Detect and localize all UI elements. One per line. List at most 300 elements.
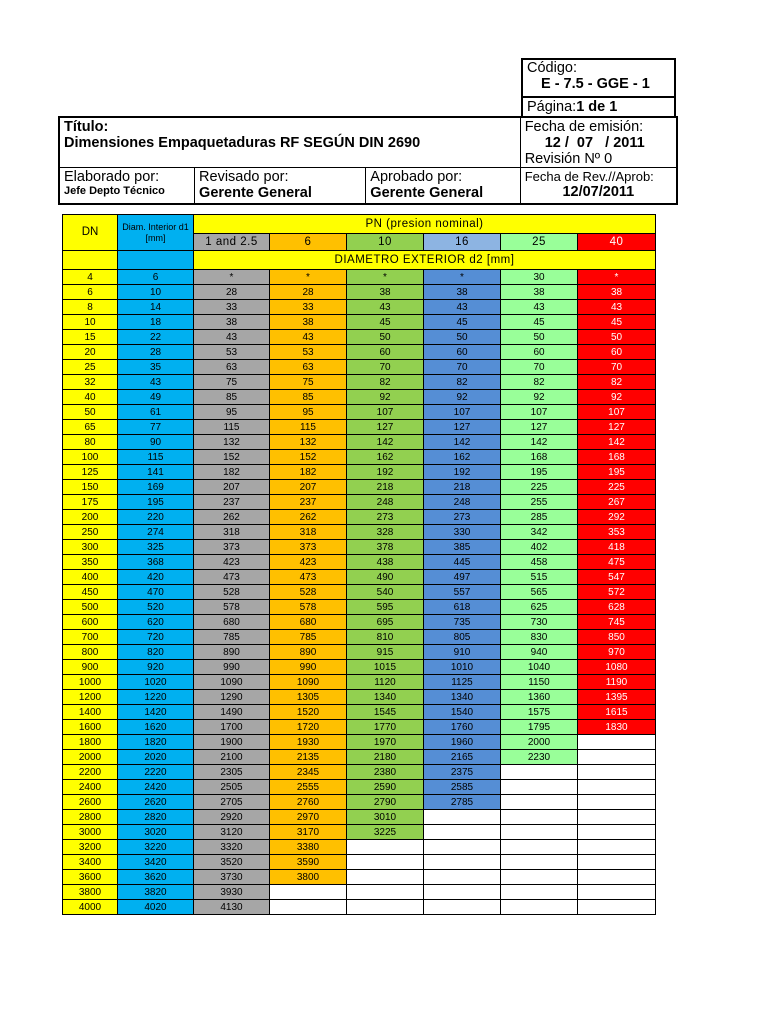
diam-exterior-cell: 207 (194, 480, 270, 495)
table-row (63, 405, 656, 420)
dn-cell: 2400 (63, 780, 118, 795)
diam-exterior-cell: 168 (501, 450, 578, 465)
dn-header: DN (63, 215, 118, 251)
table-row (63, 720, 656, 735)
fecha-rev-label: Fecha de Rev.//Aprob: (524, 169, 654, 184)
diam-exterior-cell: 1930 (270, 735, 347, 750)
diam-exterior-cell: 192 (347, 465, 424, 480)
diam-exterior-cell: 237 (194, 495, 270, 510)
diam-interior-cell: 6 (118, 270, 194, 285)
diam-exterior-cell: 92 (347, 390, 424, 405)
diam-exterior-cell: 60 (501, 345, 578, 360)
codigo-value: E - 7.5 - GGE - 1 (541, 76, 650, 92)
diam-exterior-cell (578, 855, 656, 870)
diam-exterior-cell: 33 (270, 300, 347, 315)
diam-interior-cell: 3020 (118, 825, 194, 840)
diam-exterior-cell: 1970 (347, 735, 424, 750)
diam-exterior-cell: 107 (501, 405, 578, 420)
diam-exterior-cell: 810 (347, 630, 424, 645)
diam-exterior-cell: 142 (424, 435, 501, 450)
table-row (63, 885, 656, 900)
diam-interior-cell: 3220 (118, 840, 194, 855)
diam-exterior-cell (347, 870, 424, 885)
diam-exterior-cell (501, 795, 578, 810)
table-body (63, 270, 656, 915)
fecha-emision-cell (520, 117, 677, 168)
table-row (63, 555, 656, 570)
diam-exterior-cell: 595 (347, 600, 424, 615)
diam-exterior-cell (578, 750, 656, 765)
diam-interior-cell: 1020 (118, 675, 194, 690)
diam-exterior-cell: 735 (424, 615, 501, 630)
dn-cell: 40 (63, 390, 118, 405)
diam-exterior-cell: 60 (424, 345, 501, 360)
diam-exterior-cell (578, 870, 656, 885)
diam-exterior-cell: 423 (194, 555, 270, 570)
diam-exterior-cell (578, 840, 656, 855)
pn-col-header: 1 and 2.5 (194, 234, 270, 251)
table-row (63, 645, 656, 660)
diam-exterior-cell (347, 885, 424, 900)
diam-exterior-cell (501, 855, 578, 870)
table-row (63, 300, 656, 315)
diam-exterior-cell: 330 (424, 525, 501, 540)
diam-exterior-cell: 578 (194, 600, 270, 615)
diam-exterior-cell: 53 (194, 345, 270, 360)
revision-text: Revisión Nº 0 (524, 151, 613, 167)
diam-exterior-cell: 195 (501, 465, 578, 480)
diam-interior-header: Diam. Interior d1 [mm] (118, 215, 194, 251)
fecha-rev-value: 12/07/2011 (562, 184, 635, 200)
diam-exterior-cell: 132 (194, 435, 270, 450)
diam-interior-cell: 220 (118, 510, 194, 525)
diam-exterior-cell: 805 (424, 630, 501, 645)
diam-exterior-cell (424, 900, 501, 915)
diam-exterior-cell: 418 (578, 540, 656, 555)
diam-exterior-cell: 207 (270, 480, 347, 495)
diam-exterior-cell: 2305 (194, 765, 270, 780)
table-row (63, 870, 656, 885)
diam-exterior-cell: 402 (501, 540, 578, 555)
diam-interior-cell: 2020 (118, 750, 194, 765)
diam-exterior-cell: 142 (578, 435, 656, 450)
diam-exterior-cell: 182 (194, 465, 270, 480)
table-row (63, 750, 656, 765)
diam-exterior-cell: 1520 (270, 705, 347, 720)
dn-cell: 250 (63, 525, 118, 540)
dn-cell: 1000 (63, 675, 118, 690)
dn-cell: 900 (63, 660, 118, 675)
diam-exterior-cell: 1190 (578, 675, 656, 690)
diam-exterior-cell: 2970 (270, 810, 347, 825)
dn-cell: 2600 (63, 795, 118, 810)
diam-exterior-cell: 28 (270, 285, 347, 300)
diam-interior-cell: 61 (118, 405, 194, 420)
diam-exterior-cell: 1090 (194, 675, 270, 690)
diam-exterior-cell: 970 (578, 645, 656, 660)
diam-exterior-cell: 680 (194, 615, 270, 630)
dn-cell: 20 (63, 345, 118, 360)
code-box (521, 58, 676, 118)
diam-interior-cell: 28 (118, 345, 194, 360)
diam-interior-cell: 520 (118, 600, 194, 615)
diam-exterior-cell: 92 (578, 390, 656, 405)
pn-col-header: 16 (424, 234, 501, 251)
diam-exterior-cell: 43 (347, 300, 424, 315)
table-row (63, 525, 656, 540)
diam-exterior-cell: 342 (501, 525, 578, 540)
diam-exterior-cell: 385 (424, 540, 501, 555)
titulo-value: Dimensiones Empaquetaduras RF SEGÚN DIN 2690 (64, 135, 421, 151)
diam-exterior-cell: 292 (578, 510, 656, 525)
diam-exterior-cell: 70 (424, 360, 501, 375)
dn-cell: 500 (63, 600, 118, 615)
pn-col-header: 25 (501, 234, 578, 251)
aprobado-value: Gerente General (370, 185, 484, 201)
diam-exterior-cell: 497 (424, 570, 501, 585)
diam-exterior-cell: 262 (194, 510, 270, 525)
diam-exterior-cell: 43 (270, 330, 347, 345)
diam-exterior-cell (578, 780, 656, 795)
diam-interior-cell: 1620 (118, 720, 194, 735)
document-header (58, 116, 678, 205)
diam-exterior-cell (501, 870, 578, 885)
diam-exterior-cell: 2180 (347, 750, 424, 765)
diam-exterior-cell: 132 (270, 435, 347, 450)
diam-exterior-cell: 248 (424, 495, 501, 510)
table-row (63, 540, 656, 555)
diam-exterior-cell: 1960 (424, 735, 501, 750)
diam-exterior-cell: 458 (501, 555, 578, 570)
diam-exterior-cell: 1830 (578, 720, 656, 735)
diam-interior-cell: 4020 (118, 900, 194, 915)
diam-exterior-cell: 423 (270, 555, 347, 570)
dn-cell: 1800 (63, 735, 118, 750)
diam-exterior-cell: 565 (501, 585, 578, 600)
diam-exterior-cell: 225 (578, 480, 656, 495)
table-row (63, 480, 656, 495)
dn-cell: 300 (63, 540, 118, 555)
diam-exterior-cell: 515 (501, 570, 578, 585)
diam-exterior-cell: 82 (501, 375, 578, 390)
diam-exterior-cell: 3800 (270, 870, 347, 885)
table-row (63, 420, 656, 435)
diam-exterior-cell: 1340 (347, 690, 424, 705)
diam-exterior-cell: 2705 (194, 795, 270, 810)
diam-exterior-cell: 225 (501, 480, 578, 495)
diam-exterior-cell: 2345 (270, 765, 347, 780)
diam-interior-cell: 3620 (118, 870, 194, 885)
diam-exterior-cell: 940 (501, 645, 578, 660)
diam-interior-cell: 14 (118, 300, 194, 315)
diam-exterior-cell: 70 (501, 360, 578, 375)
diam-interior-cell: 2620 (118, 795, 194, 810)
diam-interior-cell: 325 (118, 540, 194, 555)
diam-interior-cell: 35 (118, 360, 194, 375)
diam-exterior-cell: 107 (578, 405, 656, 420)
diam-interior-cell: 18 (118, 315, 194, 330)
diam-exterior-cell (270, 885, 347, 900)
diam-exterior-cell: 267 (578, 495, 656, 510)
diam-exterior-cell: 1120 (347, 675, 424, 690)
diam-exterior-cell (578, 825, 656, 840)
diam-interior-cell: 1420 (118, 705, 194, 720)
fecha-emision-value: 12 / 07 / 2011 (544, 135, 645, 151)
table-row (63, 570, 656, 585)
diam-exterior-cell: 2230 (501, 750, 578, 765)
diam-interior-cell: 115 (118, 450, 194, 465)
diam-exterior-cell: 162 (424, 450, 501, 465)
diam-interior-cell: 620 (118, 615, 194, 630)
diam-exterior-cell (347, 900, 424, 915)
diam-exterior-cell: 695 (347, 615, 424, 630)
diam-interior-cell: 920 (118, 660, 194, 675)
diam-exterior-cell: 45 (501, 315, 578, 330)
dn-cell: 65 (63, 420, 118, 435)
diam-exterior-cell: 890 (194, 645, 270, 660)
diam-exterior-cell: 38 (501, 285, 578, 300)
diam-interior-cell: 274 (118, 525, 194, 540)
diam-exterior-cell: 378 (347, 540, 424, 555)
table-row (63, 765, 656, 780)
diam-exterior-cell: 557 (424, 585, 501, 600)
diam-exterior-cell: 578 (270, 600, 347, 615)
diam-exterior-cell: 60 (347, 345, 424, 360)
diam-exterior-cell: 38 (194, 315, 270, 330)
diam-exterior-cell: 142 (501, 435, 578, 450)
diam-exterior-cell: 373 (270, 540, 347, 555)
diam-exterior-cell: 273 (347, 510, 424, 525)
dn-cell: 175 (63, 495, 118, 510)
diam-interior-cell: 1820 (118, 735, 194, 750)
diam-exterior-cell: 910 (424, 645, 501, 660)
table-row (63, 705, 656, 720)
diam-exterior-cell: 2505 (194, 780, 270, 795)
diam-exterior-cell (501, 780, 578, 795)
titulo-label: Título: (64, 119, 109, 135)
fecha-emision-label: Fecha de emisión: (524, 119, 644, 135)
diam-exterior-cell: 1305 (270, 690, 347, 705)
table-row (63, 345, 656, 360)
dn-cell: 3600 (63, 870, 118, 885)
diam-exterior-cell: 1760 (424, 720, 501, 735)
diam-interior-cell: 90 (118, 435, 194, 450)
diam-exterior-cell: 2165 (424, 750, 501, 765)
diam-exterior-cell: 990 (270, 660, 347, 675)
blank-header-cell (118, 251, 194, 270)
table-row (63, 780, 656, 795)
diam-exterior-cell: 82 (424, 375, 501, 390)
pn-col-header: 6 (270, 234, 347, 251)
revisado-cell (195, 168, 366, 204)
diam-exterior-cell (347, 840, 424, 855)
table-row (63, 840, 656, 855)
diam-exterior-cell: 75 (194, 375, 270, 390)
diam-exterior-cell: 43 (501, 300, 578, 315)
diam-exterior-cell: 2790 (347, 795, 424, 810)
diam-exterior-cell: * (270, 270, 347, 285)
diam-exterior-cell: 1615 (578, 705, 656, 720)
diam-exterior-cell: 528 (270, 585, 347, 600)
dn-cell: 50 (63, 405, 118, 420)
diam-exterior-cell: 38 (578, 285, 656, 300)
dn-cell: 15 (63, 330, 118, 345)
diam-exterior-cell: 218 (347, 480, 424, 495)
diam-exterior-cell: 60 (578, 345, 656, 360)
diam-exterior-cell: 255 (501, 495, 578, 510)
diam-exterior-cell: 1720 (270, 720, 347, 735)
elaborado-cell (59, 168, 195, 204)
diam-exterior-cell: 830 (501, 630, 578, 645)
diam-exterior-cell: 85 (194, 390, 270, 405)
dn-cell: 6 (63, 285, 118, 300)
elaborado-label: Elaborado por: (64, 169, 160, 185)
diam-exterior-cell (501, 765, 578, 780)
diam-interior-cell: 3820 (118, 885, 194, 900)
dn-cell: 1400 (63, 705, 118, 720)
diam-exterior-cell (270, 900, 347, 915)
diam-exterior-cell: * (347, 270, 424, 285)
diam-exterior-cell: 1125 (424, 675, 501, 690)
diam-exterior-cell: 273 (424, 510, 501, 525)
dn-cell: 4000 (63, 900, 118, 915)
diam-exterior-cell (424, 840, 501, 855)
diam-exterior-cell: 473 (270, 570, 347, 585)
diam-exterior-cell: 2785 (424, 795, 501, 810)
diam-exterior-cell: 45 (347, 315, 424, 330)
diam-exterior-cell (501, 825, 578, 840)
dn-cell: 800 (63, 645, 118, 660)
diam-exterior-cell: 730 (501, 615, 578, 630)
diam-exterior-cell (501, 840, 578, 855)
diam-exterior-cell: 3225 (347, 825, 424, 840)
fecha-rev-cell (520, 168, 677, 204)
diam-exterior-cell: 1545 (347, 705, 424, 720)
table-row (63, 330, 656, 345)
diametro-exterior-header: DIAMETRO EXTERIOR d2 [mm] (194, 251, 656, 270)
diam-exterior-cell: 2590 (347, 780, 424, 795)
diam-exterior-cell: 2375 (424, 765, 501, 780)
dn-cell: 1600 (63, 720, 118, 735)
diam-exterior-cell: 1010 (424, 660, 501, 675)
table-row (63, 270, 656, 285)
diam-interior-cell: 2220 (118, 765, 194, 780)
table-row (63, 360, 656, 375)
diam-exterior-cell: 85 (270, 390, 347, 405)
diam-exterior-cell (424, 870, 501, 885)
diam-exterior-cell: 82 (347, 375, 424, 390)
diam-exterior-cell: 2000 (501, 735, 578, 750)
diam-exterior-cell: * (424, 270, 501, 285)
diam-exterior-cell: 38 (347, 285, 424, 300)
table-row (63, 495, 656, 510)
diam-exterior-cell (578, 885, 656, 900)
diam-exterior-cell: 285 (501, 510, 578, 525)
diam-exterior-cell: 490 (347, 570, 424, 585)
diam-exterior-cell (578, 900, 656, 915)
diam-exterior-cell: 237 (270, 495, 347, 510)
diam-exterior-cell: 1040 (501, 660, 578, 675)
diam-exterior-cell (501, 810, 578, 825)
diam-exterior-cell: 373 (194, 540, 270, 555)
table-row (63, 285, 656, 300)
dn-cell: 350 (63, 555, 118, 570)
diam-exterior-cell: 127 (501, 420, 578, 435)
diam-exterior-cell: 3120 (194, 825, 270, 840)
diam-exterior-cell: 162 (347, 450, 424, 465)
diam-exterior-cell: 1700 (194, 720, 270, 735)
dn-cell: 200 (63, 510, 118, 525)
diam-exterior-cell: 625 (501, 600, 578, 615)
dn-cell: 125 (63, 465, 118, 480)
diam-exterior-cell: 1290 (194, 690, 270, 705)
diam-exterior-cell: 45 (424, 315, 501, 330)
diam-exterior-cell: 475 (578, 555, 656, 570)
diam-interior-cell: 420 (118, 570, 194, 585)
diam-interior-cell: 3420 (118, 855, 194, 870)
diam-exterior-cell: 82 (578, 375, 656, 390)
diam-exterior-cell: 92 (501, 390, 578, 405)
diam-exterior-cell: 63 (194, 360, 270, 375)
diam-exterior-cell: 75 (270, 375, 347, 390)
dn-cell: 2200 (63, 765, 118, 780)
diam-exterior-cell: 53 (270, 345, 347, 360)
dn-cell: 3200 (63, 840, 118, 855)
diam-exterior-cell: 33 (194, 300, 270, 315)
pagina-value: 1 de 1 (576, 99, 618, 115)
dn-cell: 150 (63, 480, 118, 495)
dn-cell: 10 (63, 315, 118, 330)
diam-exterior-cell: 50 (578, 330, 656, 345)
diam-interior-cell: 10 (118, 285, 194, 300)
diam-exterior-cell: 50 (501, 330, 578, 345)
dn-cell: 100 (63, 450, 118, 465)
dn-cell: 3400 (63, 855, 118, 870)
table-row (63, 450, 656, 465)
diam-exterior-cell: 95 (194, 405, 270, 420)
dn-cell: 600 (63, 615, 118, 630)
pagina-label: Página: (527, 99, 577, 115)
codigo-label: Código: (527, 60, 577, 76)
table-row (63, 795, 656, 810)
diam-exterior-cell: 680 (270, 615, 347, 630)
dn-cell: 32 (63, 375, 118, 390)
table-row (63, 465, 656, 480)
diam-exterior-cell: 990 (194, 660, 270, 675)
diam-exterior-cell: 30 (501, 270, 578, 285)
diam-exterior-cell: 142 (347, 435, 424, 450)
diam-exterior-cell: 1360 (501, 690, 578, 705)
diam-exterior-cell: 4130 (194, 900, 270, 915)
table-row (63, 675, 656, 690)
diam-exterior-cell: 850 (578, 630, 656, 645)
diam-exterior-cell: 115 (270, 420, 347, 435)
dn-cell: 1200 (63, 690, 118, 705)
diam-exterior-cell: 70 (347, 360, 424, 375)
diam-exterior-cell: 28 (194, 285, 270, 300)
diam-exterior-cell: 540 (347, 585, 424, 600)
table-row (63, 615, 656, 630)
diam-exterior-cell: 50 (347, 330, 424, 345)
diam-interior-cell: 720 (118, 630, 194, 645)
diam-exterior-cell: 3520 (194, 855, 270, 870)
dn-cell: 2800 (63, 810, 118, 825)
diam-exterior-cell: 1490 (194, 705, 270, 720)
diam-exterior-cell: 785 (194, 630, 270, 645)
table-row (63, 435, 656, 450)
diam-interior-cell: 22 (118, 330, 194, 345)
diam-exterior-cell: 628 (578, 600, 656, 615)
